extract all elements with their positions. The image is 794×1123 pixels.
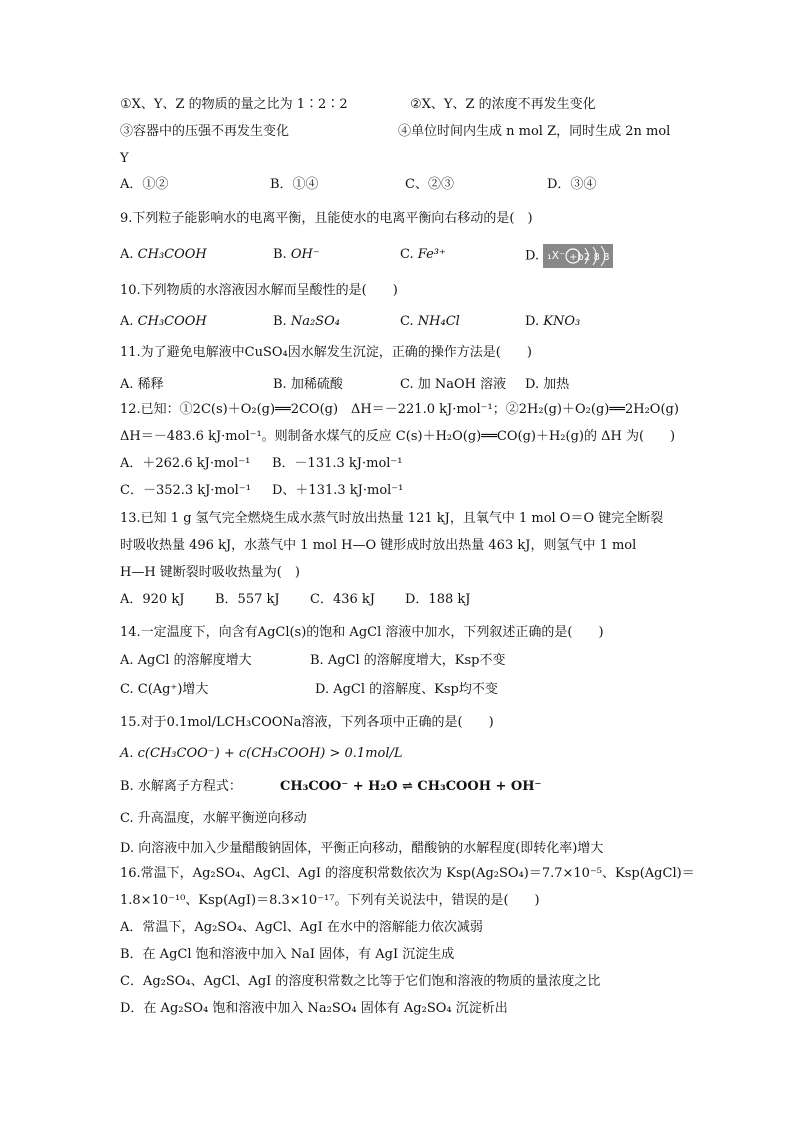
q8-choice-d: D．③④ [547, 177, 597, 192]
q8-option-2: ②X、Y、Z 的浓度不再发生变化 [410, 97, 596, 112]
q13-line-1: 13.已知 1 g 氢气完全燃烧生成水蒸气时放出热量 121 kJ，且氧气中 1 mol O＝O 键完全断裂 [120, 511, 664, 526]
q13-line-2: 时吸收热量 496 kJ，水蒸气中 1 mol H—O 键形成时放出热量 463 kJ，则氢气中 1 mol [120, 538, 637, 553]
q10-choice-b: B. Na₂SO₄ [273, 314, 340, 329]
q16-line-1: 16.常温下，Ag₂SO₄、AgCl、AgI 的溶度积常数依次为 Ksp(Ag₂SO₄)＝7.7×10⁻⁵、Ksp(AgCl)＝ [120, 866, 695, 881]
q8-option-3: ③容器中的压强不再发生变化 [120, 124, 290, 139]
q8-option-4: ④单位时间内生成 n mol Z，同时生成 2n mol [398, 124, 671, 139]
q14-choice-a: A. AgCl 的溶解度增大 [120, 653, 252, 668]
q9-choice-d: D. ₁X⁻ +b 2 8 8 [525, 244, 613, 268]
ion-shells-icon [559, 245, 613, 267]
q9-choice-c: C. Fe³⁺ [400, 247, 446, 262]
q11-stem: 11.为了避免电解液中CuSO₄因水解发生沉淀，正确的操作方法是( ) [120, 345, 532, 360]
q13-choice-c: C．436 kJ [310, 592, 375, 607]
q15-choice-d: D. 向溶液中加入少量醋酸钠固体，平衡正向移动，醋酸钠的水解程度(即转化率)增大 [120, 841, 604, 856]
q12-choice-d: D、＋131.3 kJ·mol⁻¹ [272, 483, 404, 498]
q9-choice-b: B. OH⁻ [273, 247, 320, 262]
q12-choice-a: A．＋262.6 kJ·mol⁻¹ [120, 456, 251, 471]
q15-hydrolysis-equation: CH₃COO⁻ + H₂O ⇌ CH₃COOH + OH⁻ [280, 779, 542, 794]
svg-text:+b: +b [569, 252, 584, 263]
q12-line-1: 12.已知：①2C(s)＋O₂(g)══2CO(g) ΔH＝－221.0 kJ·mol⁻¹；②2H₂(g)＋O₂(g)══2H₂O(g) [120, 402, 679, 417]
q16-choice-b: B．在 AgCl 饱和溶液中加入 NaI 固体，有 AgI 沉淀生成 [120, 947, 455, 962]
q15-choice-c: C. 升高温度，水解平衡逆向移动 [120, 811, 307, 826]
q8-choice-c: C、②③ [405, 177, 454, 192]
q11-choice-d: D. 加热 [525, 377, 570, 392]
q12-line-2: ΔH＝－483.6 kJ·mol⁻¹。则制备水煤气的反应 C(s)＋H₂O(g)══CO(g)＋H₂(g)的 ΔH 为( ) [120, 429, 676, 444]
q8-choice-b: B．①④ [270, 177, 319, 192]
q14-choice-c: C. C(Ag⁺)增大 [120, 682, 209, 697]
q14-choice-b: B. AgCl 的溶解度增大，Ksp不变 [310, 653, 506, 668]
q13-choice-b: B．557 kJ [215, 592, 280, 607]
q12-choice-c: C．－352.3 kJ·mol⁻¹ [120, 483, 251, 498]
q14-choice-d: D. AgCl 的溶解度、Ksp均不变 [315, 682, 498, 697]
q10-choice-a: A. CH₃COOH [120, 314, 207, 329]
q8-option-4-cont: Y [120, 151, 129, 166]
q10-stem: 10.下列物质的水溶液因水解而呈酸性的是( ) [120, 283, 398, 298]
q15-choice-b: B. 水解离子方程式： [120, 779, 242, 794]
ion-structure-image: ₁X⁻ +b 2 8 8 [543, 244, 613, 268]
q16-choice-d: D．在 Ag₂SO₄ 饱和溶液中加入 Na₂SO₄ 固体有 Ag₂SO₄ 沉淀析出 [120, 1001, 508, 1016]
q13-line-3: H—H 键断裂时吸收热量为( ) [120, 565, 300, 580]
q15-stem: 15.对于0.1mol/LCH₃COONa溶液，下列各项中正确的是( ) [120, 715, 494, 730]
q12-choice-b: B．－131.3 kJ·mol⁻¹ [272, 456, 403, 471]
q16-choice-c: C．Ag₂SO₄、AgCl、AgI 的溶度积常数之比等于它们饱和溶液的物质的量浓度之比 [120, 974, 601, 989]
q9-choice-a: A. CH₃COOH [120, 247, 207, 262]
q14-stem: 14.一定温度下，向含有AgCl(s)的饱和 AgCl 溶液中加水，下列叙述正确的是( ) [120, 625, 604, 640]
q10-choice-c: C. NH₄Cl [400, 314, 460, 329]
q13-choice-a: A．920 kJ [120, 592, 185, 607]
q9-stem: 9.下列粒子能影响水的电离平衡，且能使水的电离平衡向右移动的是( ) [120, 211, 533, 226]
q16-line-2: 1.8×10⁻¹⁰、Ksp(AgI)＝8.3×10⁻¹⁷。下列有关说法中，错误的是( ) [120, 893, 540, 908]
q15-choice-a: A. c(CH₃COO⁻) + c(CH₃COOH) > 0.1mol/L [120, 746, 403, 761]
q11-choice-a: A. 稀释 [120, 377, 164, 392]
q8-choice-a: A．①② [120, 177, 169, 192]
q11-choice-c: C. 加 NaOH 溶液 [400, 377, 507, 392]
q16-choice-a: A．常温下，Ag₂SO₄、AgCl、AgI 在水中的溶解能力依次减弱 [120, 920, 483, 935]
q10-choice-d: D. KNO₃ [525, 314, 581, 329]
q8-option-1: ①X、Y、Z 的物质的量之比为 1∶2∶2 [120, 97, 348, 112]
svg-text:2 8 8: 2 8 8 [584, 252, 610, 263]
q11-choice-b: B. 加稀硫酸 [273, 377, 343, 392]
q13-choice-d: D．188 kJ [405, 592, 471, 607]
